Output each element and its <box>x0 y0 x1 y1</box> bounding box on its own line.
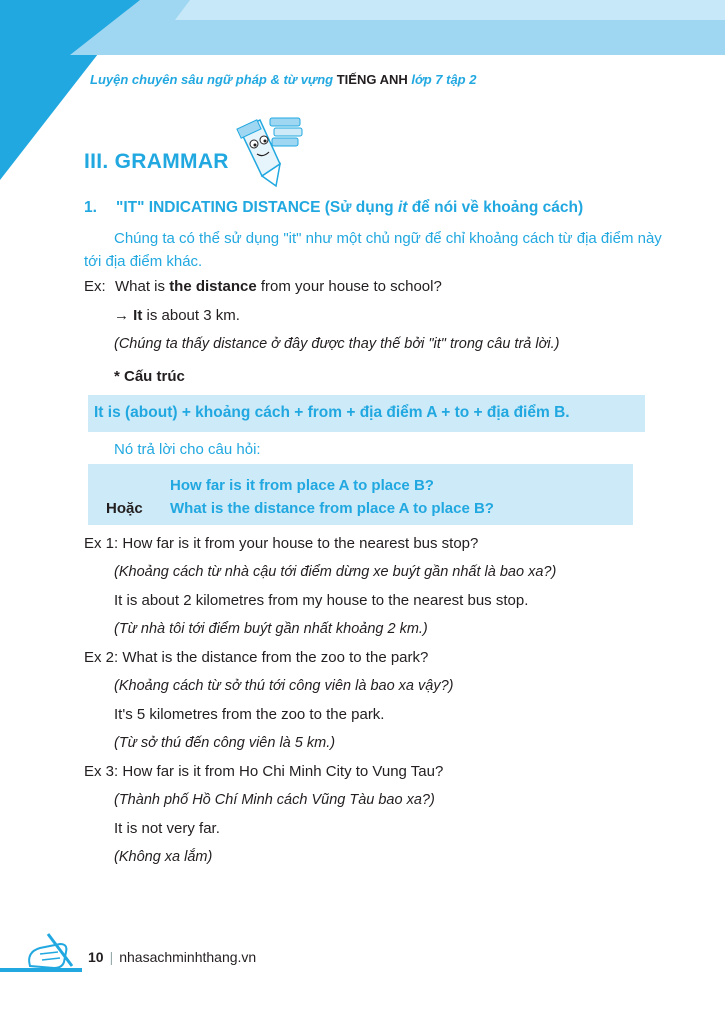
example0-question-end: from your house to school? <box>256 278 442 295</box>
example0-note: (Chúng ta thấy distance ở đây được thay thế bởi "it" trong câu trả lời.) <box>114 336 560 352</box>
header-title-prefix: Luyện chuyên sâu ngữ pháp & từ vựng <box>90 72 334 87</box>
example0-label: Ex: <box>84 278 106 295</box>
topic-heading <box>84 199 583 217</box>
example2-label: Ex 2: <box>84 649 119 666</box>
writing-hand-icon <box>0 928 82 974</box>
section-title: III. GRAMMAR <box>84 150 229 173</box>
example3-answer: It is not very far. <box>114 820 220 837</box>
question-form-1: How far is it from place A to place B? <box>170 477 434 494</box>
topic-title-start: "IT" INDICATING DISTANCE (Sử dụng <box>116 199 398 216</box>
example2-question-translation: (Khoảng cách từ sở thú tới công viên là bao xa vậy?) <box>114 678 454 694</box>
page-footer <box>88 949 256 965</box>
example3-label: Ex 3: <box>84 763 119 780</box>
example0-question-bold: the distance <box>169 278 257 295</box>
example3-question-translation: (Thành phố Hồ Chí Minh cách Vũng Tàu bao xa?) <box>114 792 435 808</box>
arrow-icon: → <box>114 307 134 324</box>
example2-answer-translation: (Từ sở thú đến công viên là 5 km.) <box>114 735 336 751</box>
example0-question-start: What is <box>115 278 170 295</box>
example1-answer-translation: (Từ nhà tôi tới điểm buýt gần nhất khoảng 2 km.) <box>114 621 428 637</box>
example1-question-translation: (Khoảng cách từ nhà cậu tới điểm dừng xe buýt gần nhất là bao xa?) <box>114 564 557 580</box>
example2-question: What is the distance from the zoo to the park? <box>122 649 429 666</box>
example0-answer-line <box>114 307 240 324</box>
example0-answer-end: is about 3 km. <box>142 307 240 324</box>
footer-separator: | <box>109 949 114 965</box>
topic-number: 1. <box>84 199 97 216</box>
example3-question-line <box>84 763 443 780</box>
header-title-subject: TIẾNG ANH <box>336 72 408 87</box>
question-forms-box <box>88 464 633 525</box>
example2-question-line <box>84 649 428 666</box>
book-title-header <box>90 72 476 87</box>
example3-answer-translation: (Không xa lắm) <box>114 849 213 865</box>
example1-question-line <box>84 535 478 552</box>
example3-question: How far is it from Ho Chi Minh City to Vung Tau? <box>122 763 444 780</box>
intro-paragraph: Chúng ta có thể sử dụng "it" như một chủ ngữ để chỉ khoảng cách từ địa điểm này tới địa điểm khác. <box>84 230 662 270</box>
structure-label: * Cấu trúc <box>114 368 185 385</box>
header-title-suffix: lớp 7 tập 2 <box>411 72 477 87</box>
topic-title-it: it <box>397 199 408 216</box>
question-form-2: What is the distance from place A to place B? <box>170 500 494 517</box>
example0-answer-bold: It <box>133 307 143 324</box>
structure-formula-box <box>88 395 645 432</box>
example2-answer: It's 5 kilometres from the zoo to the park. <box>114 706 385 723</box>
structure-formula: It is (about) + khoảng cách + from + địa điểm A + to + địa điểm B. <box>94 404 570 421</box>
example0-question-line <box>84 278 442 295</box>
publisher-website: nhasachminhthang.vn <box>119 949 257 965</box>
page-number: 10 <box>88 949 104 965</box>
example1-label: Ex 1: <box>84 535 119 552</box>
topic-title-end: để nói về khoảng cách) <box>407 199 584 216</box>
example1-question: How far is it from your house to the nearest bus stop? <box>122 535 479 552</box>
or-label: Hoặc <box>106 500 143 517</box>
answer-label: Nó trả lời cho câu hỏi: <box>114 441 261 458</box>
pencil-mascot-icon <box>230 112 308 192</box>
example1-answer: It is about 2 kilometres from my house to the nearest bus stop. <box>114 592 529 609</box>
